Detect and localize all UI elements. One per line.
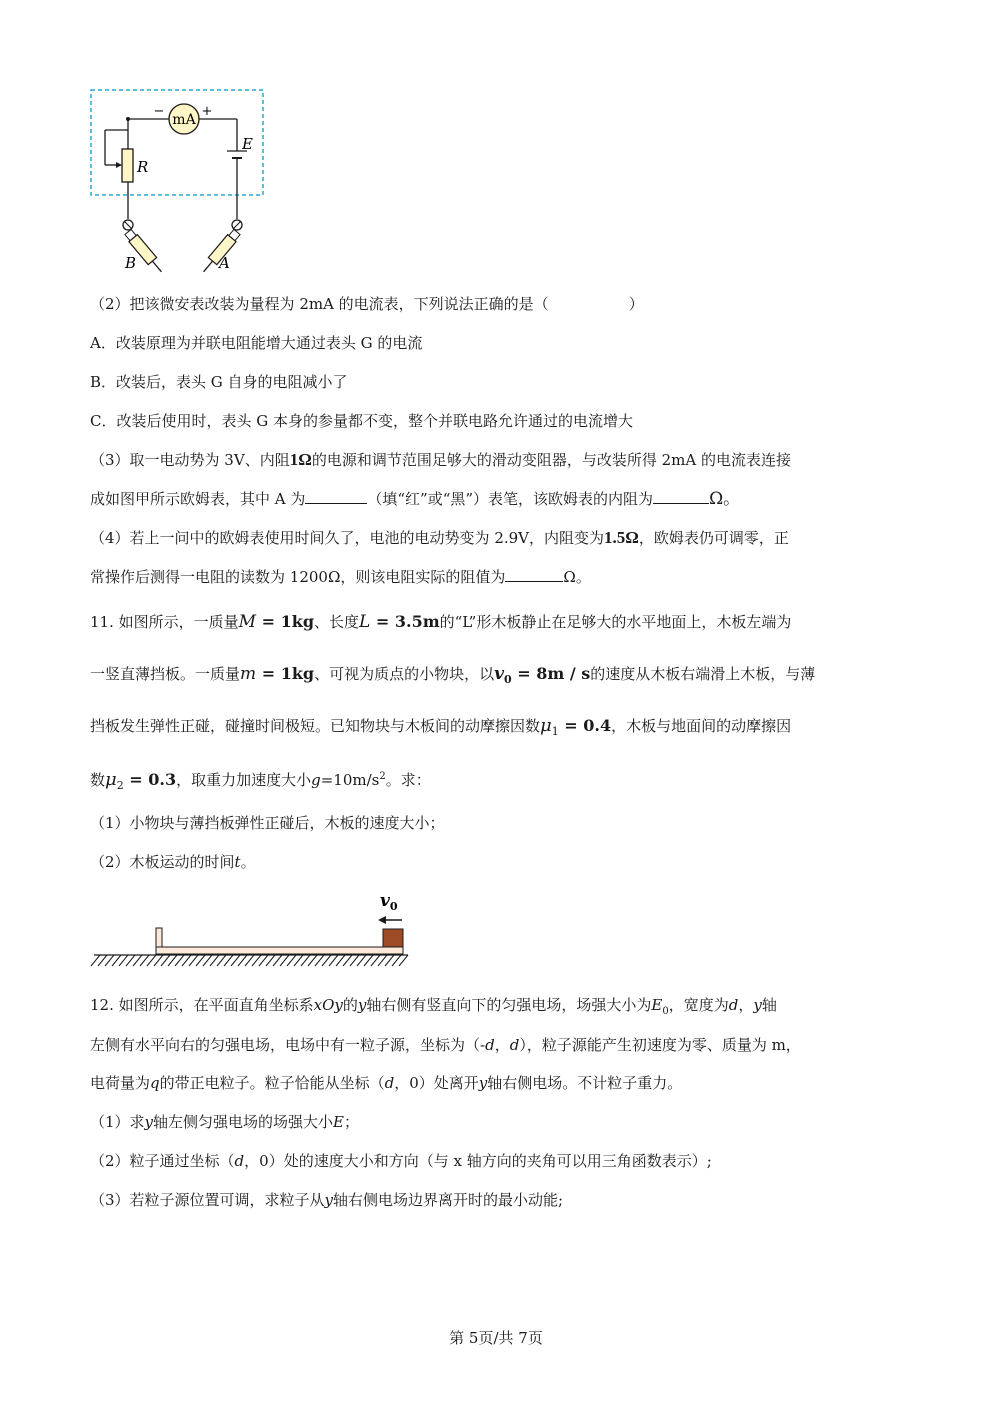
q11-sub2: （2）木板运动的时间t。 <box>90 853 256 871</box>
resistor-label: R <box>137 158 149 176</box>
q12-line1: 12. 如图所示，在平面直角坐标系xOy的y轴右侧有竖直向下的匀强电场，场强大小为$E_0$，宽度为d，y轴 <box>90 996 777 1017</box>
page-footer: 第 5页/共 7页 <box>449 1329 543 1347</box>
answer-blank-probe-color[interactable] <box>305 489 367 504</box>
rheostat <box>122 149 133 182</box>
battery-label: E <box>242 135 253 153</box>
probe-left-label: B <box>125 254 137 272</box>
answer-blank-internal-resistance[interactable] <box>653 489 709 504</box>
q11-sub1: （1）小物块与薄挡板弹性正碰后，木板的速度大小； <box>90 814 445 832</box>
probe-right-label: A <box>219 254 230 272</box>
q11-line1: 11. 如图所示，一质量M = 1kg、长度L = 3.5m的“L”形木板静止在足够大的水平地面上，木板左端为 <box>90 612 792 632</box>
answer-blank-actual-resistance[interactable] <box>505 567 563 582</box>
q12-sub3: （3）若粒子源位置可调，求粒子从y轴右侧电场边界离开时的最小动能; <box>90 1191 564 1209</box>
plus-sign: + <box>201 104 213 119</box>
minus-sign: − <box>153 104 165 119</box>
q10-p2-option-a: A．改装原理为并联电阻能增大通过表头 G 的电流 <box>90 334 423 352</box>
q11-line3: 挡板发生弹性正碰，碰撞时间极短。已知物块与木板间的动摩擦因数$\mu_1 = 0.4$，木板与地面间的动摩擦因 <box>90 715 792 738</box>
q12-line3: 电荷量为q的带正电粒子。粒子恰能从坐标（d，0）处离开y轴右侧电场。不计粒子重力。 <box>90 1074 683 1092</box>
q10-p3-line2: 成如图甲所示欧姆表，其中 A 为 （填“红”或“黑”）表笔，该欧姆表的内阻为 Ω。 <box>90 489 741 509</box>
velocity-label: $v_0$ <box>380 891 398 913</box>
q10-p3-line1: （3）取一电动势为 3V、内阻1Ω的电源和调节范围足够大的滑动变阻器，与改装所得 2mA 的电流表连接 <box>90 450 791 469</box>
l-shaped-board <box>156 947 403 954</box>
q12-line2: 左侧有水平向右的匀强电场，电场中有一粒子源，坐标为（-d，d），粒子源能产生初速度为零、质量为 m， <box>90 1036 801 1054</box>
q10-p4-line1: （4）若上一问中的欧姆表使用时间久了，电池的电动势变为 2.9V，内阻变为1.5Ω，欧姆表仍可调零，正 <box>90 528 789 547</box>
ground-hatching <box>91 955 408 966</box>
small-block <box>383 929 403 947</box>
board-block-diagram <box>90 888 410 973</box>
meter-label: mA <box>172 112 196 128</box>
ohmmeter-circuit-diagram <box>85 85 275 275</box>
q10-p2-option-c: C．改装后使用时，表头 G 本身的参量都不变，整个并联电路允许通过的电流增大 <box>90 412 633 430</box>
q11-line4: 数$\mu_2 = 0.3$，取重力加速度大小$g=10m/s^2$。求： <box>90 769 431 792</box>
q12-sub2: （2）粒子通过坐标（d，0）处的速度大小和方向（与 x 轴方向的夹角可以用三角函数表示）; <box>90 1152 712 1170</box>
q11-line2: 一竖直薄挡板。一质量m = 1kg、可视为质点的小物块，以$v_0 = 8m / s$的速度从木板右端滑上木板，与薄 <box>90 664 816 686</box>
q10-p2-stem: （2）把该微安表改装为量程为 2mA 的电流表，下列说法正确的是（ ） <box>90 295 644 313</box>
q12-sub1: （1）求y轴左侧匀强电场的场强大小E； <box>90 1113 360 1131</box>
q10-p4-line2: 常操作后测得一电阻的读数为 1200Ω，则该电阻实际的阻值为 Ω。 <box>90 568 591 586</box>
q10-p2-option-b: B．改装后，表头 G 自身的电阻减小了 <box>90 373 348 391</box>
